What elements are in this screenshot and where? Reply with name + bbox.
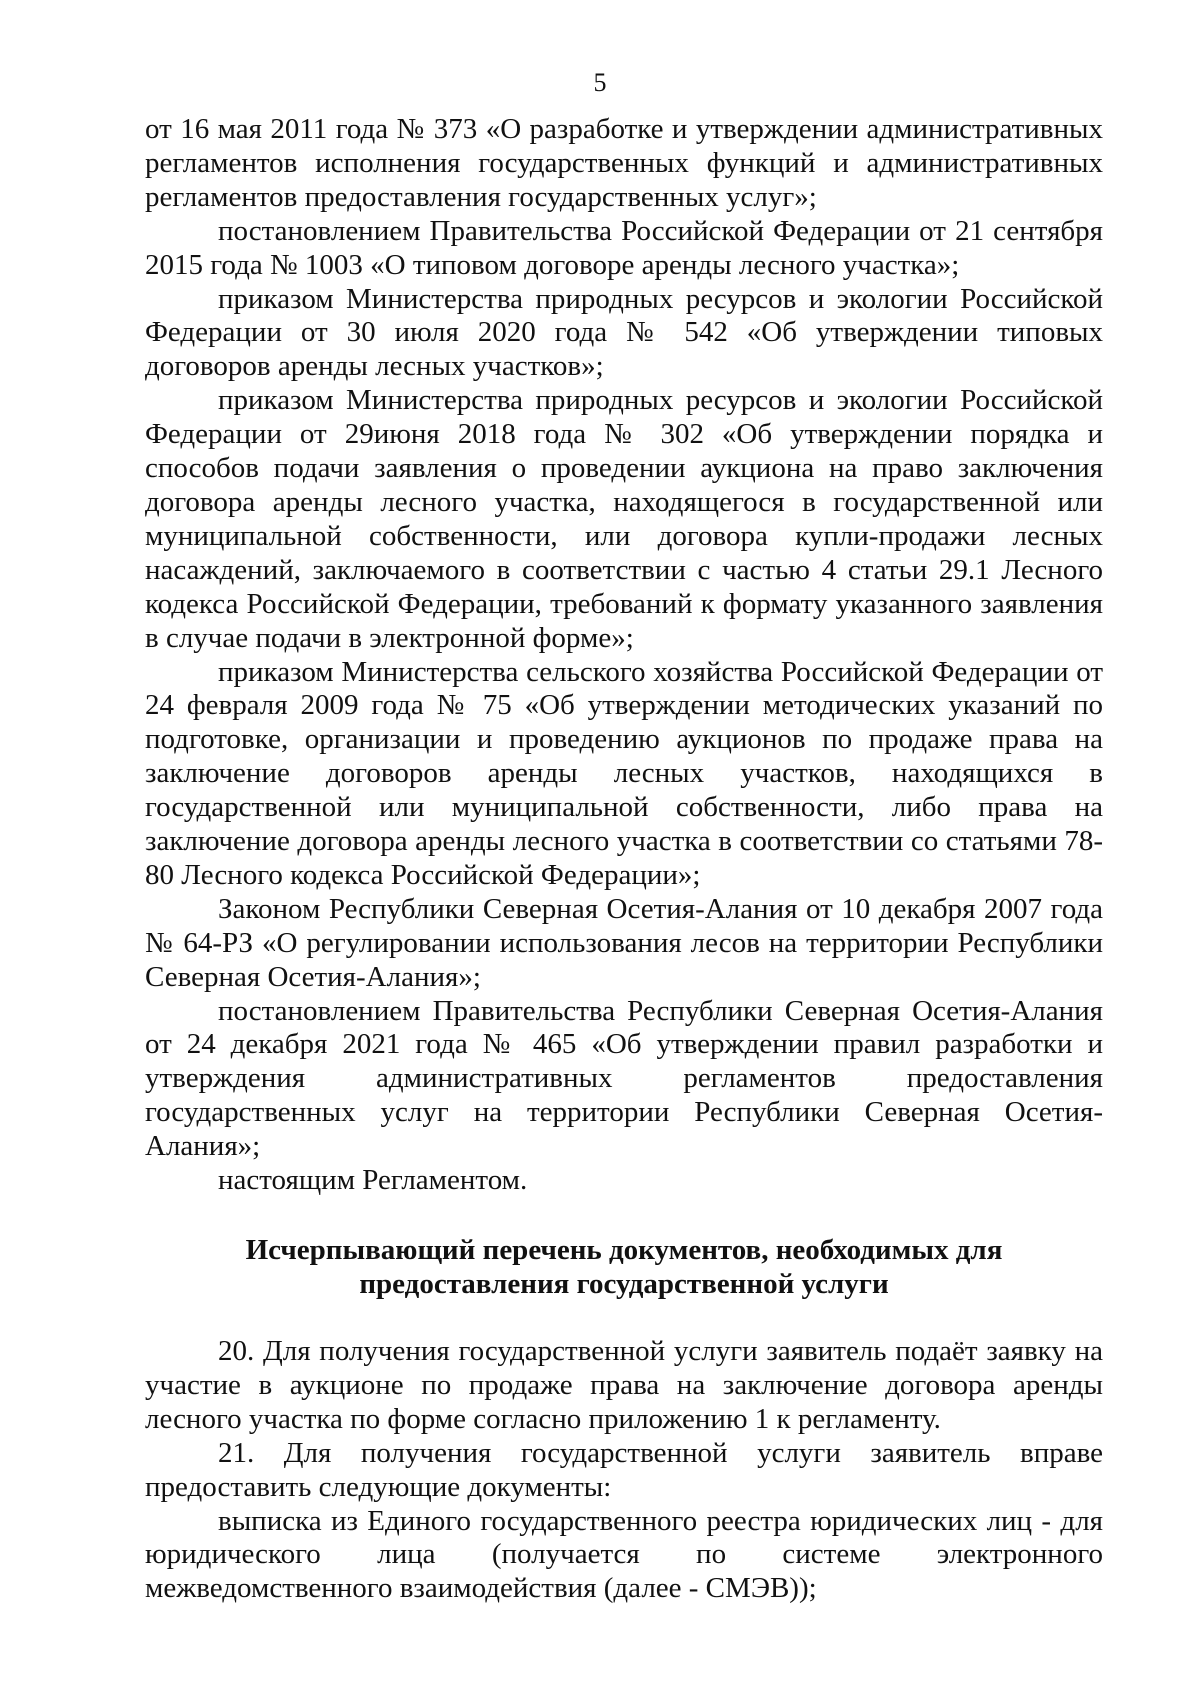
- paragraph: постановлением Правительства Российской Федерации от 21 сентября 2015 года № 1003 «О типовом договоре аренды лесного участка»;: [145, 214, 1103, 281]
- paragraph: настоящим Регламентом.: [218, 1164, 528, 1197]
- page-number: 5: [593, 68, 607, 97]
- paragraph: 21. Для получения государственной услуги заявитель вправе предоставить следующие документы:: [145, 1436, 1103, 1503]
- document-body: [145, 113, 1103, 1606]
- section-body: [145, 1335, 1103, 1606]
- paragraph: от 16 мая 2011 года № 373 «О разработке и утверждении административных регламентов исполнения государственных функций и административных регламентов предоставления государственных услуг»;: [145, 113, 1103, 213]
- paragraph: приказом Министерства природных ресурсов и экологии Российской Федерации от 29июня 2018 года № 302 «Об утверждении порядка и способов подачи заявления о проведении аукциона на право заключения договора аренды лесного участка, находящегося в государственной или муниципальной собственности, или договора купли-продажи лесных насаждений, заключаемого в соответствии с частью 4 статьи 29.1 Лесного кодекса Российской Федерации, требований к формату указанного заявления в случае подачи в электронной форме»;: [145, 384, 1103, 654]
- paragraph: постановлением Правительства Республики Северная Осетия-Алания от 24 декабря 2021 года № 465 «Об утверждении правил разработки и утверждения административных регламентов предоставления государственных услуг на территории Республики Северная Осетия-Алания»;: [145, 994, 1103, 1163]
- paragraph: Законом Республики Северная Осетия-Алания от 10 декабря 2007 года № 64-РЗ «О регулировании использования лесов на территории Республики Северная Осетия-Алания»;: [145, 892, 1103, 993]
- paragraph: 20. Для получения государственной услуги заявитель подаёт заявку на участие в аукционе по продаже права на заключение договора аренды лесного участка по форме согласно приложению 1 к регламенту.: [145, 1335, 1103, 1435]
- section-heading-line: Исчерпывающий перечень документов, необходимых для: [245, 1234, 1003, 1266]
- section-heading: [145, 1233, 1103, 1301]
- paragraph: приказом Министерства природных ресурсов и экологии Российской Федерации от 30 июля 2020 года № 542 «Об утверждении типовых договоров аренды лесных участков»;: [145, 282, 1103, 383]
- paragraph: приказом Министерства сельского хозяйства Российской Федерации от 24 февраля 2009 года № 75 «Об утверждении методических указаний по подготовке, организации и проведению аукционов по продаже права на заключение договоров аренды лесных участков, находящихся в государственной или муниципальной собственности, либо права на заключение договора аренды лесного участка в соответствии со статьями 78-80 Лесного кодекса Российской Федерации»;: [145, 655, 1103, 891]
- paragraph: выписка из Единого государственного реестра юридических лиц - для юридического лица (получается по системе электронного межведомственного взаимодействия (далее - СМЭВ));: [145, 1504, 1103, 1605]
- section-heading-line: предоставления государственной услуги: [359, 1268, 889, 1300]
